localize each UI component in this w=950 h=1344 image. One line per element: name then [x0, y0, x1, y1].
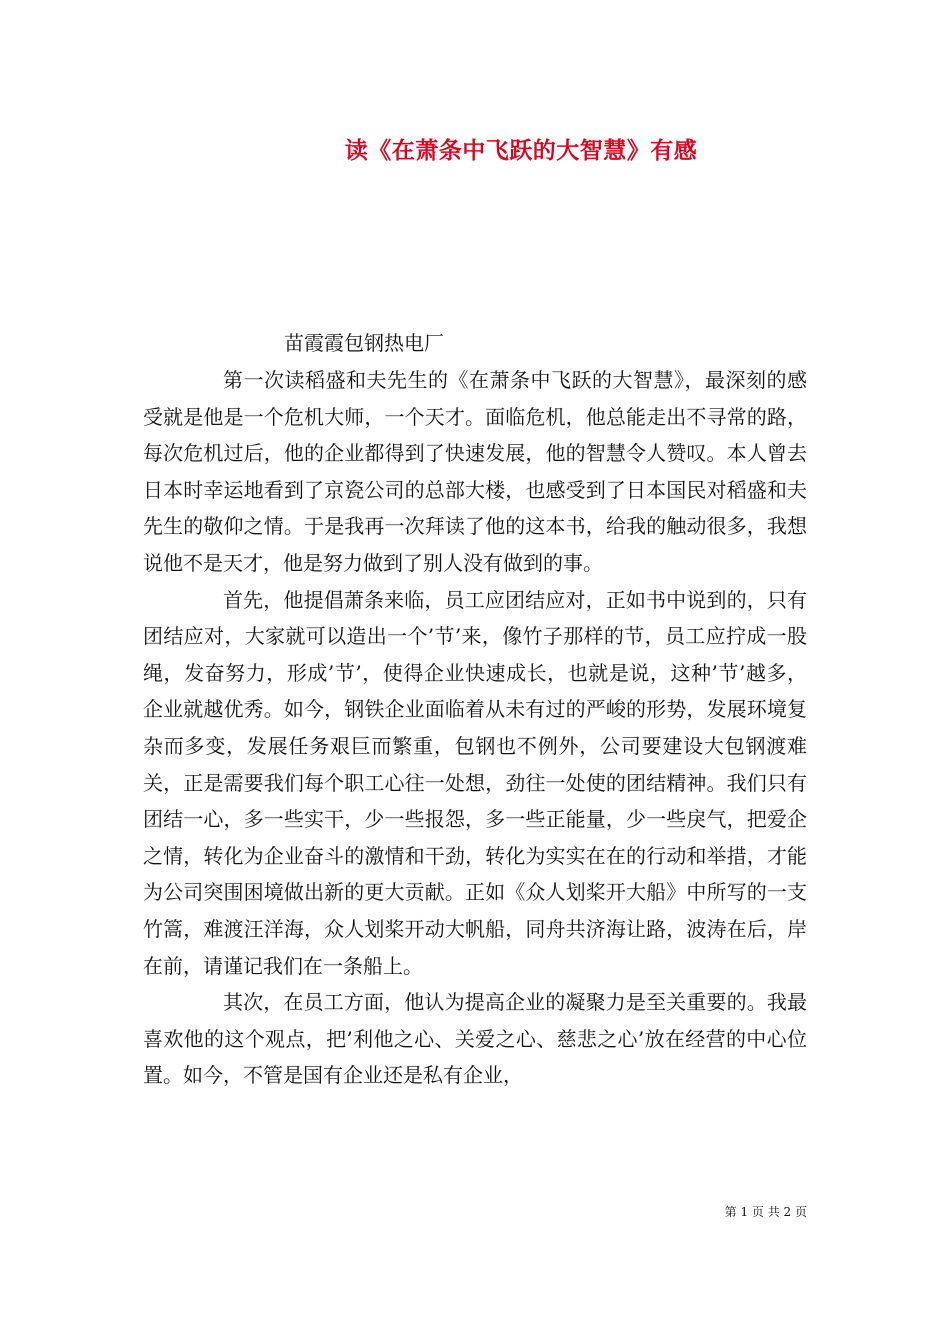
paragraph: 第一次读稻盛和夫先生的《在萧条中飞跃的大智慧》，最深刻的感受就是他是一个危机大师，一个天才。面临危机，他总能走出不寻常的路，每次危机过后，他的企业都得到了快速发展，他的智慧令人赞叹。本人曾去日本时幸运地看到了京瓷公司的总部大楼，也感受到了日本国民对稻盛和夫先生的敬仰之情。于是我再一次拜读了他的这本书，给我的触动很多，我想说他不是天才，他是努力做到了别人没有做到的事。	[143, 368, 807, 575]
document-title: 读《在萧条中飞跃的大智慧》有感	[344, 137, 698, 164]
paragraph: 其次，在员工方面，他认为提高企业的凝聚力是至关重要的。我最喜欢他的这个观点，把’利他之心、关爱之心、慈悲之心’放在经营的中心位置。如今，不管是国有企业还是私有企业，	[143, 990, 807, 1088]
author-line: 苗霞霞包钢热电厂	[284, 331, 444, 355]
paragraph: 首先，他提倡萧条来临，员工应团结应对，正如书中说到的，只有团结应对，大家就可以造出一个’节’来，像竹子那样的节，员工应拧成一股绳，发奋努力，形成’节’，使得企业快速成长，也就是说，这种’节’越多，企业就越优秀。如今，钢铁企业面临着从未有过的严峻的形势，发展环境复杂而多变，发展任务艰巨而繁重，包钢也不例外，公司要建设大包钢渡难关，正是需要我们每个职工心往一处想，劲往一处使的团结精神。我们只有团结一心，多一些实干，少一些报怨，多一些正能量，少一些戾气，把爱企之情，转化为企业奋斗的激情和干劲，转化为实实在在的行动和举措，才能为公司突围困境做出新的更大贡献。正如《众人划桨开大船》中所写的一支竹篙，难渡汪洋海，众人划桨开动大帆船，同舟共济海让路，波涛在后，岸在前，请谨记我们在一条船上。	[143, 587, 807, 978]
document-body	[143, 362, 807, 1094]
page-number-footer: 第 1 页 共 2 页	[724, 1205, 807, 1219]
